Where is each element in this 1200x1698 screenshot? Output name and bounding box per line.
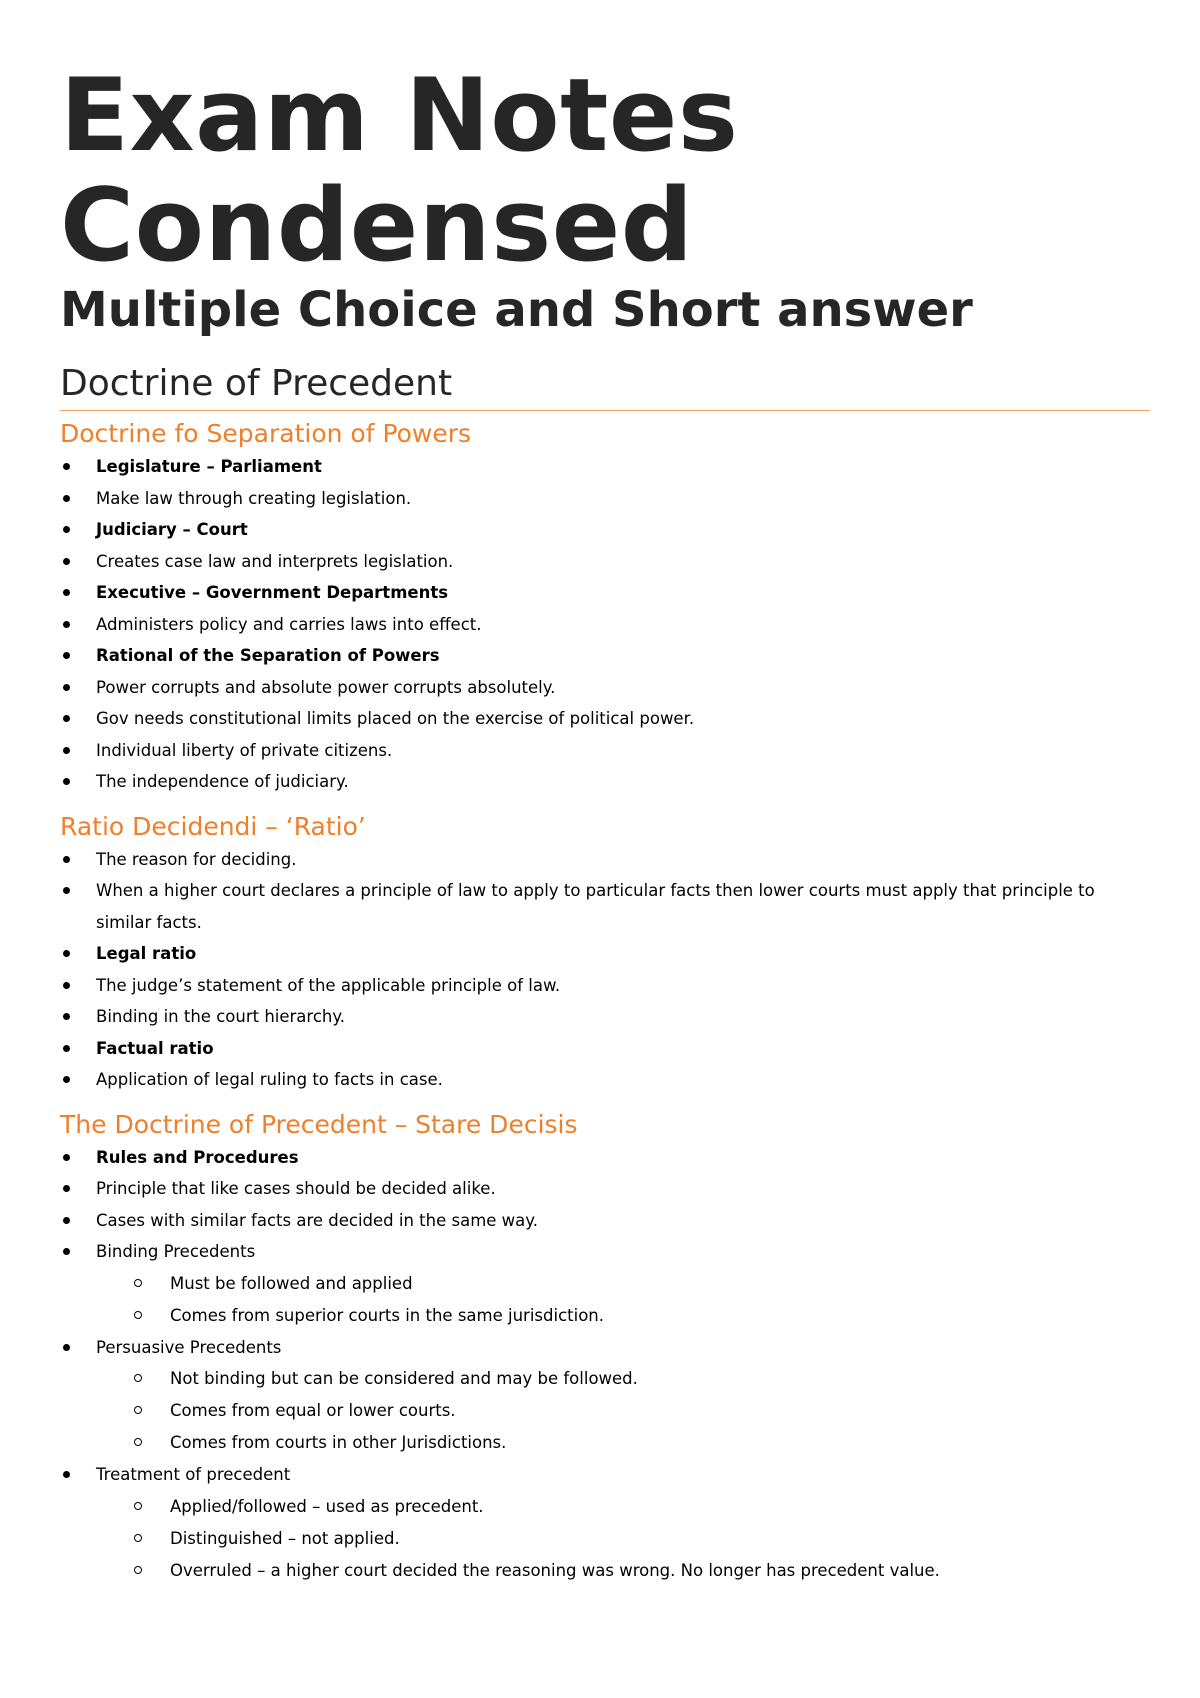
- sublist-item: Comes from courts in other Jurisdictions.: [96, 1427, 1150, 1459]
- list-item-label: Binding Precedents: [96, 1242, 256, 1261]
- document-subtitle: Multiple Choice and Short answer: [60, 282, 973, 338]
- list-item: Administers policy and carries laws into effect.: [60, 609, 1150, 641]
- treatment-of-precedent-sublist: [96, 1491, 1150, 1587]
- subsection-title-separation-of-powers: Doctrine fo Separation of Powers: [60, 419, 472, 448]
- list-item: Creates case law and interprets legislation.: [60, 546, 1150, 578]
- document-page: [60, 56, 1150, 1587]
- list-item-persuasive-precedents: [60, 1332, 1150, 1460]
- list-item: Gov needs constitutional limits placed on the exercise of political power.: [60, 703, 1150, 735]
- list-item: Individual liberty of private citizens.: [60, 735, 1150, 767]
- subsection-title-stare-decisis: The Doctrine of Precedent – Stare Decisis: [60, 1109, 578, 1139]
- persuasive-precedents-sublist: [96, 1363, 1150, 1459]
- title-line-1: Exam Notes: [60, 56, 739, 174]
- separation-of-powers-list: [60, 451, 1150, 798]
- sublist-item: Not binding but can be considered and may be followed.: [96, 1363, 1150, 1395]
- list-item-binding-precedents: [60, 1236, 1150, 1332]
- list-item: Make law through creating legislation.: [60, 483, 1150, 515]
- list-item: Application of legal ruling to facts in case.: [60, 1064, 1150, 1096]
- sublist-item: Applied/followed – used as precedent.: [96, 1491, 1150, 1523]
- sublist-item: Distinguished – not applied.: [96, 1523, 1150, 1555]
- section-heading: Doctrine of Precedent: [60, 362, 1150, 411]
- list-item: When a higher court declares a principle of law to apply to particular facts then lower courts must apply that principle to similar facts.: [60, 875, 1150, 938]
- title-line-2: Condensed: [60, 166, 694, 284]
- list-item: The judge’s statement of the applicable principle of law.: [60, 970, 1150, 1002]
- list-item: The independence of judiciary.: [60, 766, 1150, 798]
- document-title: [60, 56, 1150, 284]
- ratio-decidendi-list: [60, 844, 1150, 1096]
- list-item: Cases with similar facts are decided in the same way.: [60, 1205, 1150, 1237]
- list-item: Principle that like cases should be decided alike.: [60, 1173, 1150, 1205]
- list-item: Judiciary – Court: [60, 514, 1150, 546]
- sublist-item: Comes from equal or lower courts.: [96, 1395, 1150, 1427]
- sublist-item: Must be followed and applied: [96, 1268, 1150, 1300]
- sublist-item: Comes from superior courts in the same jurisdiction.: [96, 1300, 1150, 1332]
- list-item: Legal ratio: [60, 938, 1150, 970]
- list-item: Factual ratio: [60, 1033, 1150, 1065]
- binding-precedents-sublist: [96, 1268, 1150, 1332]
- list-item: Binding in the court hierarchy.: [60, 1001, 1150, 1033]
- list-item: Executive – Government Departments: [60, 577, 1150, 609]
- list-item-treatment-of-precedent: [60, 1459, 1150, 1587]
- list-item: Rules and Procedures: [60, 1142, 1150, 1174]
- stare-decisis-list: [60, 1142, 1150, 1587]
- list-item-label: Persuasive Precedents: [96, 1337, 282, 1357]
- sublist-item: Overruled – a higher court decided the reasoning was wrong. No longer has precedent value.: [96, 1555, 1150, 1587]
- list-item: Power corrupts and absolute power corrupts absolutely.: [60, 672, 1150, 704]
- list-item-label: Treatment of precedent: [96, 1465, 291, 1484]
- list-item: The reason for deciding.: [60, 844, 1150, 876]
- list-item: Rational of the Separation of Powers: [60, 640, 1150, 672]
- subsection-title-ratio-decidendi: Ratio Decidendi – ‘Ratio’: [60, 811, 366, 841]
- list-item: Legislature – Parliament: [60, 451, 1150, 483]
